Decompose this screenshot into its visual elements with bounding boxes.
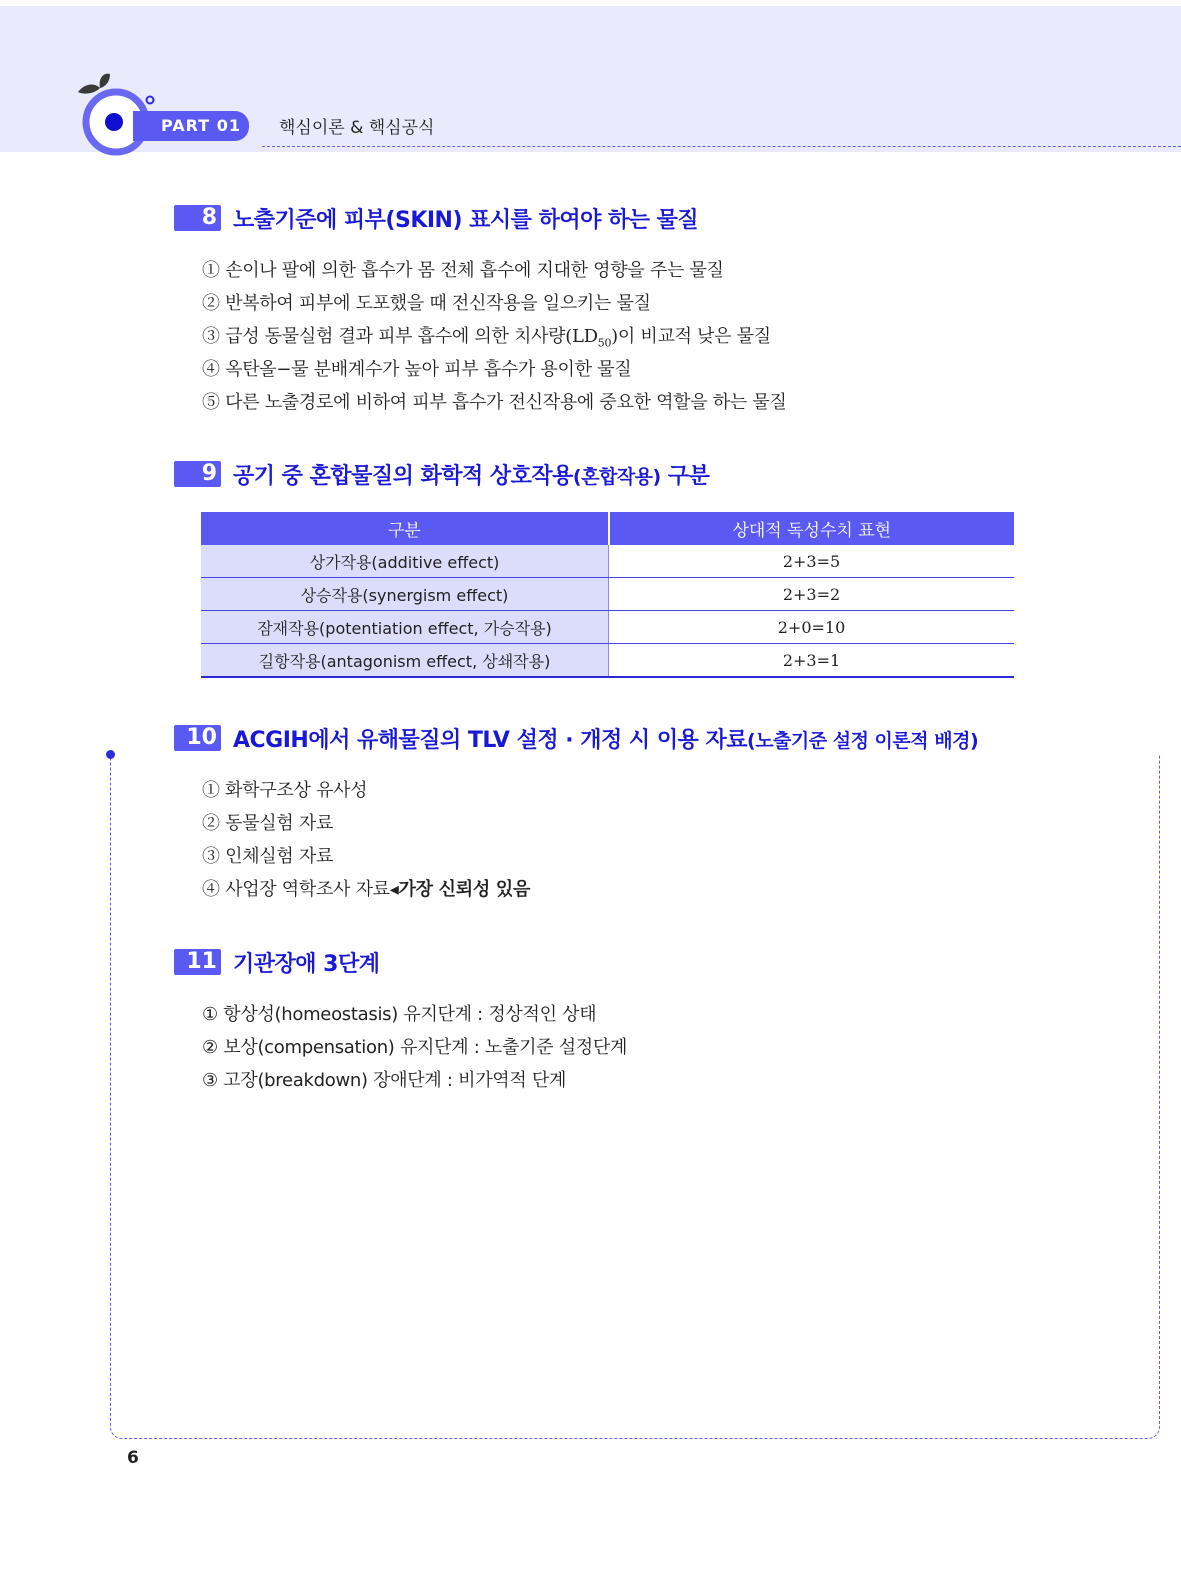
list-item: ① 손이나 팔에 의한 흡수가 몸 전체 흡수에 지대한 영향을 주는 물질 (202, 260, 724, 281)
table-cell: 2+3=1 (609, 644, 1015, 678)
section-title: ACGIH에서 유해물질의 TLV 설정 · 개정 시 이용 자료(노출기준 설정 이론적 배경) (233, 727, 979, 753)
table-header-row (201, 512, 1014, 545)
toxicity-table (201, 512, 1014, 678)
section-title: 공기 중 혼합물질의 화학적 상호작용(혼합작용) 구분 (233, 463, 710, 489)
list-item (202, 875, 530, 901)
page-number: 6 (127, 1448, 139, 1468)
table-row (201, 545, 1014, 578)
section-number: 11 (174, 949, 221, 975)
table-cell: 2+0=10 (609, 611, 1015, 644)
table-cell: 상가작용(additive effect) (201, 545, 609, 578)
section-title: 기관장애 3단계 (233, 951, 380, 977)
table-row (201, 611, 1014, 644)
list-item (202, 322, 771, 350)
header-subtitle: 핵심이론 & 핵심공식 (279, 118, 435, 138)
list-item: ⑤ 다른 노출경로에 비하여 피부 흡수가 전신작용에 중요한 역할을 하는 물질 (202, 392, 787, 413)
table-cell: 2+3=2 (609, 578, 1015, 611)
list-item: ② 보상(compensation) 유지단계 : 노출기준 설정단계 (202, 1037, 628, 1058)
table-cell: 상승작용(synergism effect) (201, 578, 609, 611)
table-row (201, 578, 1014, 611)
table-cell: 2+3=5 (609, 545, 1015, 578)
list-item: ② 반복하여 피부에 도포했을 때 전신작용을 일으키는 물질 (202, 293, 651, 314)
section-9-heading (174, 459, 709, 489)
reliability-note: ◂가장 신뢰성 있음 (389, 879, 531, 900)
part-label: PART 01 (133, 111, 249, 141)
list-item: ④ 옥탄올−물 분배계수가 높아 피부 흡수가 용이한 물질 (202, 359, 632, 380)
frame-dot (106, 750, 115, 759)
column-header: 구분 (201, 512, 609, 545)
subscript: 50 (597, 336, 612, 350)
section-number: 8 (174, 205, 221, 231)
column-header: 상대적 독성수치 표현 (609, 512, 1015, 545)
section-title: 노출기준에 피부(SKIN) 표시를 하여야 하는 물질 (233, 207, 699, 233)
table-cell: 길항작용(antagonism effect, 상쇄작용) (201, 644, 609, 678)
section-11-heading (174, 947, 379, 977)
list-item: ③ 고장(breakdown) 장애단계 : 비가역적 단계 (202, 1070, 567, 1091)
section-10-heading (174, 723, 978, 753)
list-item-tail: )이 비교적 낮은 물질 (611, 326, 771, 347)
section-number: 10 (174, 725, 221, 751)
list-item: ① 화학구조상 유사성 (202, 780, 368, 801)
section-number: 9 (174, 461, 221, 487)
list-item-text: ④ 사업장 역학조사 자료 (202, 879, 390, 900)
section-8-heading (174, 203, 698, 233)
table-cell: 잠재작용(potentiation effect, 가승작용) (201, 611, 609, 644)
header-divider (262, 146, 1181, 147)
list-item-text: ③ 급성 동물실험 결과 피부 흡수에 의한 치사량(LD (202, 326, 598, 347)
list-item: ① 항상성(homeostasis) 유지단계 : 정상적인 상태 (202, 1004, 597, 1025)
list-item: ② 동물실험 자료 (202, 813, 334, 834)
table-row (201, 644, 1014, 678)
list-item: ③ 인체실험 자료 (202, 846, 334, 867)
